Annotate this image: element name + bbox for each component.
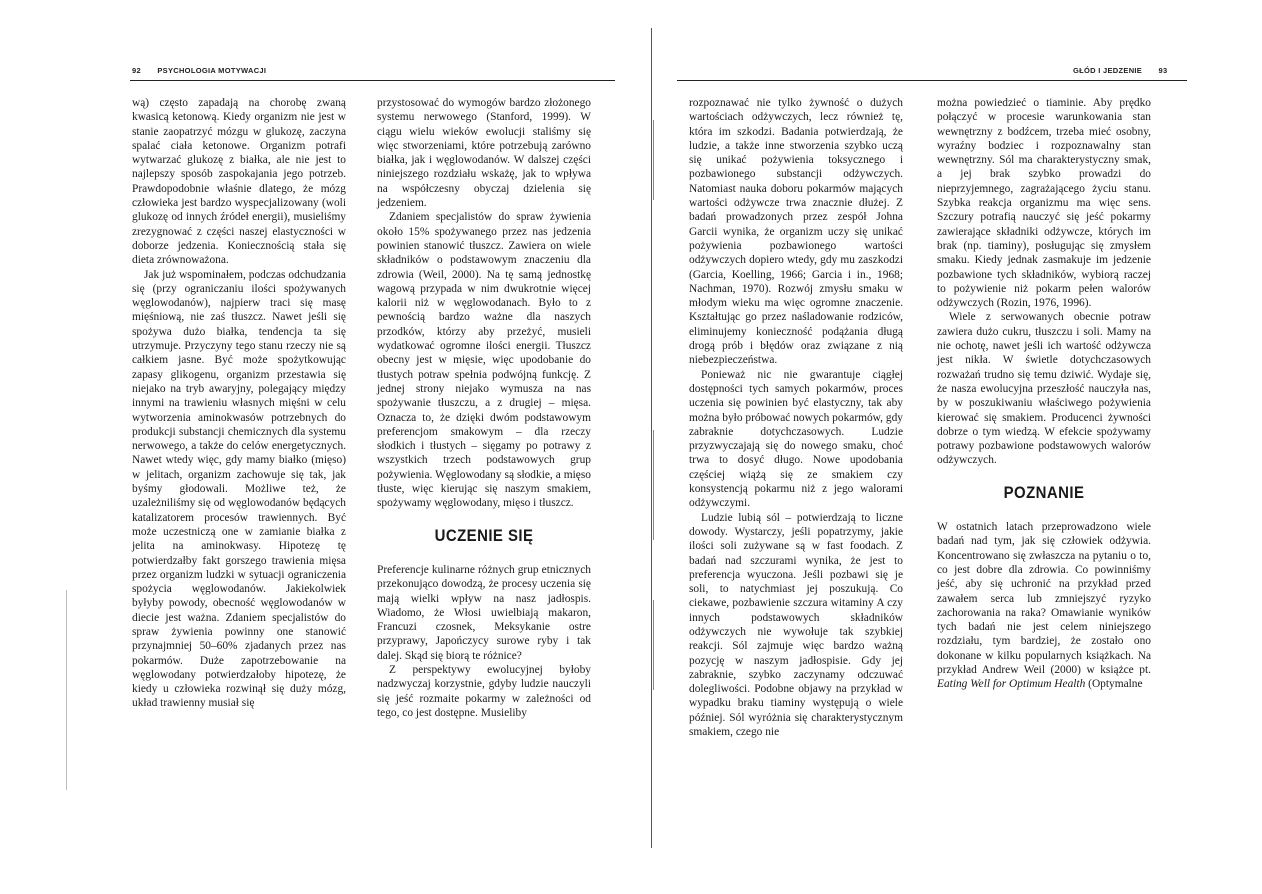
section-heading-poznanie: POZNANIE — [1003, 482, 1085, 502]
paragraph: Jak już wspominałem, podczas odchudzania się (przy ograniczaniu ilości spożywanych węglowodanów), najpierw traci się masę mięśniową, nie zaś tłuszcz. Nawet jeśli się spożywa dużo białka, tendencja ta się utrzymuje. Przyczyny tego stanu rzeczy nie są całkiem jasne. Być może spożytkowując zapasy glikogenu, organizm przestawia się niejako na tryb awaryjny, polegający między innymi na trawieniu własnych mięśni w celu wytworzenia aminokwasów potrzebnych do produkcji substancji chemicznych dla systemu nerwowego, a także do celów energetycznych. Nawet wtedy więc, gdy mamy białko (mięso) w jelitach, organizm zachowuje się tak, jak byśmy głodowali. Możliwe też, że uzależniliśmy się od węglowodanów będących katalizatorem procesów trawiennych. Być może uczestniczą one w zamianie białka z jelita na aminokwasy. Hipotezę tę potwierdzałby fakt gorszego trawienia mięsa przez organizm ludzki w sytuacji ograniczenia spożycia węglowodanów. Jakiekolwiek byłyby powody, obecność węglowodanów w diecie jest ważna. Zdaniem specjalistów do spraw żywienia powinny one stanowić przynajmniej 50–60% zjadanych przez nas pokarmów. Duże zapotrzebowanie na węglowodany potwierdzałoby hipotezę, że kiedy u człowieka rozwinął się duży mózg, układ trawienny musiał się — [132, 268, 346, 710]
paragraph: wą) często zapadają na chorobę zwaną kwasicą ketonową. Kiedy organizm nie jest w stanie zaopatrzyć mózgu w glukozę, zaczyna spalać ciała ketonowe. Organizm potrafi wytwarzać glukozę z białka, ale nie jest to najlepszy sposób zaspokajania jego potrzeb. Prawdopodobnie właśnie dlatego, że mózg człowieka jest bardzo wyspecjalizowany (woli glukozę od innych źródeł energii), musieliśmy zrezygnować z części naszej elastyczności w doborze jedzenia. Koniecznością stała się dieta zrównoważona. — [132, 97, 346, 267]
left-running-head: PSYCHOLOGIA MOTYWACJI — [157, 66, 267, 75]
left-column-2 — [377, 96, 591, 720]
right-page — [631, 0, 1262, 894]
paragraph-tail: (Optymalne — [1088, 678, 1143, 691]
right-running-head: GŁÓD I JEDZENIE — [1073, 66, 1143, 75]
left-header-rule — [130, 80, 615, 81]
left-page-number: 92 — [132, 66, 141, 75]
paragraph: Preferencje kulinarne różnych grup etnicznych przekonująco dowodzą, że procesy uczenia się mają wielki wpływ na nasz jadłospis. Wiadomo, że Włosi uwielbiają makaron, Francuzi czosnek, Meksykanie ostre przyprawy, Japończycy surowe ryby i tak dalej. Skąd się biorą te różnice? — [377, 563, 591, 662]
scan-margin-mark — [66, 590, 67, 790]
right-page-number: 93 — [1158, 66, 1168, 75]
paragraph: Zdaniem specjalistów do spraw żywienia około 15% spożywanego przez nas jedzenia powinien stanowić tłuszcz. Zawiera on wiele składników o podstawowym znaczeniu dla zdrowia (Weil, 2000). Na tę samą jednostkę wagową przypada w nim dwukrotnie więcej kalorii niż w węglowodanach. Było to z pewnością bardzo ważne dla naszych przodków, którzy aby przeżyć, musieli wydatkować ogromne ilości energii. Tłuszcz obecny jest w mięsie, więc upodobanie do tłustych potraw spełnia podwójną funkcję. Z jednej strony niejako wymusza na nas spożywanie tłuszczu, a z drugiej – mięsa. Oznacza to, że dzięki dwóm podstawowym preferencjom smakowym – dla rzeczy słodkich i tłustych – sięgamy po potrawy z wszystkich trzech podstawowych grup pożywienia. Węglowodany są słodkie, a mięso tłuste, więc kierując się naszym smakiem, spożywamy węglowodany, mięso i tłuszcz. — [377, 211, 591, 510]
paragraph: Wiele z serwowanych obecnie potraw zawiera dużo cukru, tłuszczu i soli. Mamy na nie ochotę, nawet jeśli ich wartość odżywcza jest nikła. W świetle dotychczasowych rozważań trudno się temu dziwić. Wydaje się, że nasza ewolucyjna przeszłość nauczyła nas, by w poszukiwaniu właściwego pożywienia kierować się smakiem. Producenci żywności dobrze o tym wiedzą. W efekcie spożywamy potrawy pozbawione podstawowych walorów odżywczych. — [937, 311, 1151, 467]
paragraph: Z perspektywy ewolucyjnej byłoby nadzwyczaj korzystnie, gdyby ludzie nauczyli się jeść rozmaite pokarmy w zależności od tego, co jest dostępne. Musieliby — [377, 663, 591, 719]
paragraph — [937, 520, 1151, 692]
right-running-header — [1073, 66, 1167, 80]
section-heading-uczenie: UCZENIE SIĘ — [434, 525, 534, 545]
right-column-1 — [689, 96, 903, 739]
paragraph: można powiedzieć o tiaminie. Aby prędko połączyć w procesie warunkowania stan wewnętrzny z bodźcem, trzeba mieć osobny, wyraźny bodziec i rozpoznawalny stan wewnętrzny. Sól ma charakterystyczny smak, a jej brak szybko prowadzi do nieprzyjemnego, zagrażającego życiu stanu. Szybka reakcja organizmu ma więc sens. Szczury potrafią nauczyć się jeść pokarmy zawierające składniki odżywcze, których im brak (np. tiaminy), posługując się zmysłem smaku. Kiedy jednak zasmakuje im jedzenie pozbawione tych składników, wybiorą raczej to pożywienie niż pokarm pełen walorów odżywczych (Rozin, 1976, 1996). — [937, 97, 1151, 310]
left-column-1 — [132, 96, 346, 711]
right-header-rule — [677, 80, 1187, 81]
book-title: Eating Well for Optimum Health — [937, 678, 1086, 691]
scan-margin-mark — [653, 430, 654, 540]
right-column-2 — [937, 96, 1151, 692]
paragraph: przystosować do wymogów bardzo złożonego systemu nerwowego (Stanford, 1999). W ciągu wielu wieków ewolucji staliśmy się więc stworzeniami, które potrzebują zarówno białka, jak i węglowodanów. W dalszej części niniejszego rozdziału wskażę, jak to wpływa na współczesny obyczaj dzielenia się jedzeniem. — [377, 97, 591, 210]
scan-margin-mark — [653, 600, 654, 690]
left-running-header — [132, 66, 266, 80]
paragraph-text: W ostatnich latach przeprowadzono wiele badań nad tym, jak się człowiek odżywia. Koncentrowano się zwłaszcza na pytaniu o to, co jest dobre dla zdrowia. Co powinniśmy jeść, aby się uchronić na przykład przed zawałem serca lub zmniejszyć ryzyko zachorowania na raka? Omawianie wyników tych badań nie jest celem niniejszego rozdziału, tym bardziej, że zostało ono dokonane w kilku popularnych książkach. Na przykład Andrew Weil (2000) w książce pt. — [937, 521, 1151, 676]
scan-margin-mark — [653, 120, 654, 200]
paragraph: rozpoznawać nie tylko żywność o dużych wartościach odżywczych, lecz również tę, która im szkodzi. Badania potwierdzają, że ludzie, a także inne stworzenia szybko uczą się unikać pożywienia toksycznego i pozbawionego substancji odżywczych. Natomiast nauka doboru pokarmów mających wartości odżywcze trwa znacznie dłużej. Z badań prowadzonych przez zespół Johna Garcii wynika, że organizm uczy się unikać pożywienia pozbawionego wartości odżywczych dopiero wtedy, gdy mu zaszkodzi (Garcia, Koelling, 1966; Garcia i in., 1968; Nachman, 1970). Rozwój zmysłu smaku w młodym wieku ma więc ogromne znaczenie. Kształtując go przez naśladowanie rodziców, eliminujemy konieczność podążania długą drogą prób i błędów oraz związane z nią niebezpieczeństwa. — [689, 97, 903, 367]
paragraph: Ponieważ nic nie gwarantuje ciągłej dostępności tych samych pokarmów, proces uczenia się powinien być elastyczny, tak aby można było próbować nowych pokarmów, gdy zabraknie dotychczasowych. Ludzie przyzwyczajają się do nowego smaku, choć trwa to dosyć długo. Nowe upodobania częściej wiążą się ze smakiem czy konsystencją pokarmu niż z jego walorami odżywczymi. — [689, 368, 903, 510]
paragraph: Ludzie lubią sól – potwierdzają to liczne dowody. Wystarczy, jeśli popatrzymy, jakie ilości soli zużywane są w fast foodach. Z badań nad szczurami wynika, że jest to preferencja wyuczona. Jeśli pozbawi się je soli, to natychmiast jej poszukują. Co ciekawe, pozbawienie szczura witaminy A czy innych podstawowych składników odżywczych nie wywołuje tak szybkiej reakcji. Sól zajmuje więc bardzo ważną pozycję w naszym jadłospisie. Gdy jej zabraknie, szybko zaczynamy odczuwać dolegliwości. Podobne objawy na przykład w wypadku braku tiaminy występują o wiele później. Sól wyróżnia się charakterystycznym smakiem, czego nie — [689, 511, 903, 739]
